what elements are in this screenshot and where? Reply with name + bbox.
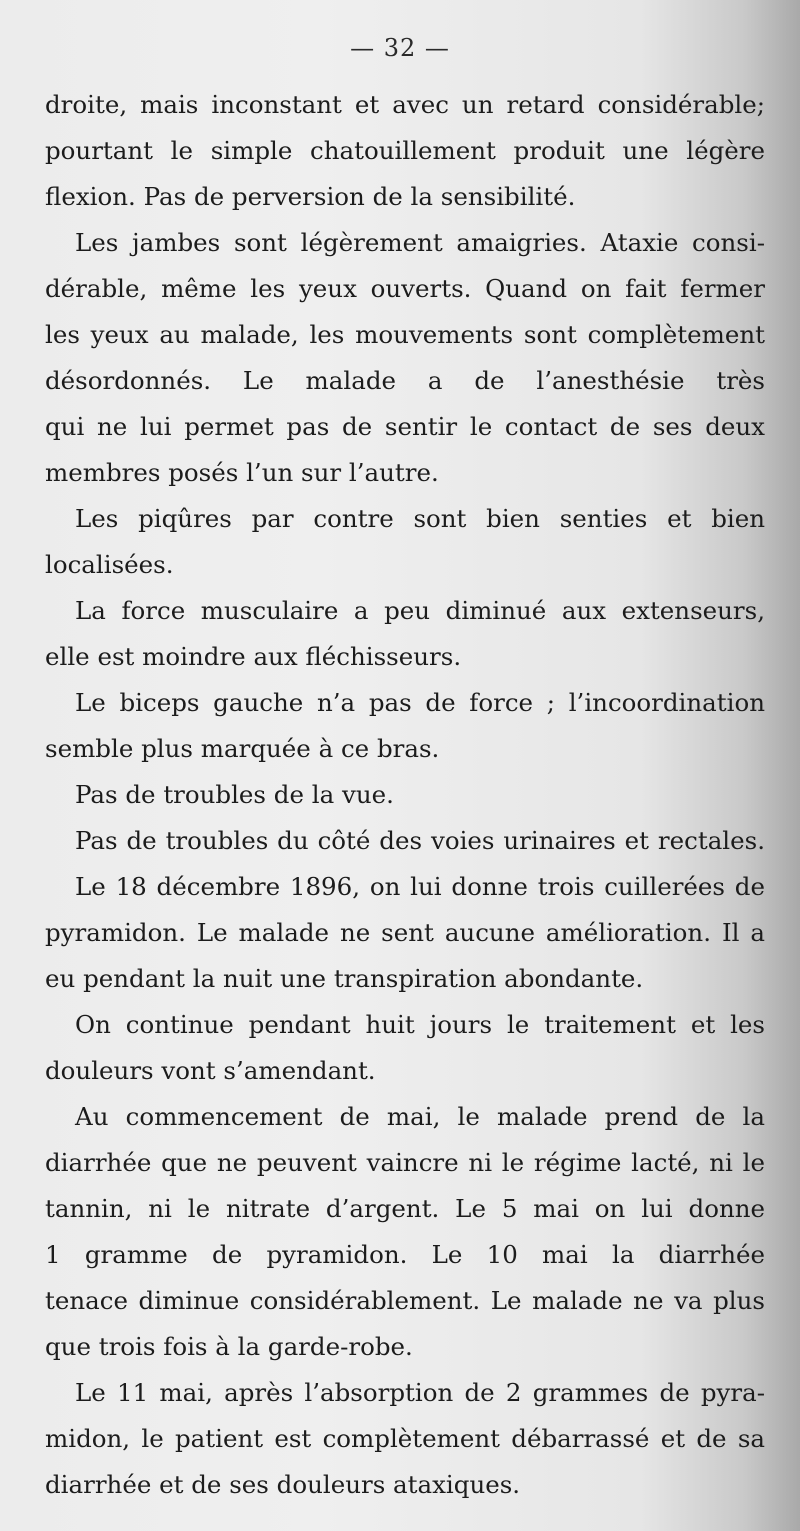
text-line: semble plus marquée à ce bras. (45, 734, 440, 763)
text-line: Les jambes sont légèrement amaigries. Ataxie consi- (75, 228, 765, 257)
text-line: Le 11 mai, après l’absorption de 2 grammes de pyra- (75, 1378, 765, 1407)
text-line: dérable, même les yeux ouverts. Quand on fait fermer (45, 274, 765, 303)
text-line: pyramidon. Le malade ne sent aucune amélioration. Il a (45, 918, 765, 947)
page-number: — 32 — (350, 34, 450, 62)
text-line: douleurs vont s’amendant. (45, 1056, 376, 1085)
text-line: les yeux au malade, les mouvements sont complètement (45, 320, 765, 349)
text-line: qui ne lui permet pas de sentir le contact de ses deux (45, 412, 765, 441)
text-line: Pas de troubles de la vue. (75, 780, 394, 809)
text-line: flexion. Pas de perversion de la sensibilité. (45, 182, 576, 211)
text-line: elle est moindre aux fléchisseurs. (45, 642, 462, 671)
text-line: 1 gramme de pyramidon. Le 10 mai la diarrhée (45, 1240, 765, 1269)
text-line: Pas de troubles du côté des voies urinaires et rectales. (75, 826, 765, 855)
text-line: Le biceps gauche n’a pas de force ; l’incoordination (75, 688, 765, 717)
text-line: midon, le patient est complètement débarrassé et de sa (45, 1424, 765, 1453)
text-line: eu pendant la nuit une transpiration abondante. (45, 964, 644, 993)
text-line: On continue pendant huit jours le traitement et les (75, 1010, 765, 1039)
text-line: Le 18 décembre 1896, on lui donne trois cuillerées de (75, 872, 765, 901)
text-line: tenace diminue considérablement. Le malade ne va plus (45, 1286, 765, 1315)
text-line: tannin, ni le nitrate d’argent. Le 5 mai on lui donne (45, 1194, 765, 1223)
text-line: membres posés l’un sur l’autre. (45, 458, 439, 487)
text-line: Au commencement de mai, le malade prend de la (75, 1102, 765, 1131)
text-line: diarrhée que ne peuvent vaincre ni le régime lacté, ni le (45, 1148, 765, 1177)
text-line: pourtant le simple chatouillement produit une légère (45, 136, 765, 165)
body-text (45, 82, 765, 1508)
text-line: Les piqûres par contre sont bien senties et bien (75, 504, 765, 533)
text-line: La force musculaire a peu diminué aux extenseurs, (75, 596, 765, 625)
text-line: droite, mais inconstant et avec un retard considérable; (45, 90, 765, 119)
text-line: que trois fois à la garde-robe. (45, 1332, 413, 1361)
text-line: désordonnés. Le malade a de l’anesthésie très (45, 366, 765, 395)
text-line: diarrhée et de ses douleurs ataxiques. (45, 1470, 521, 1499)
text-line: localisées. (45, 550, 174, 579)
